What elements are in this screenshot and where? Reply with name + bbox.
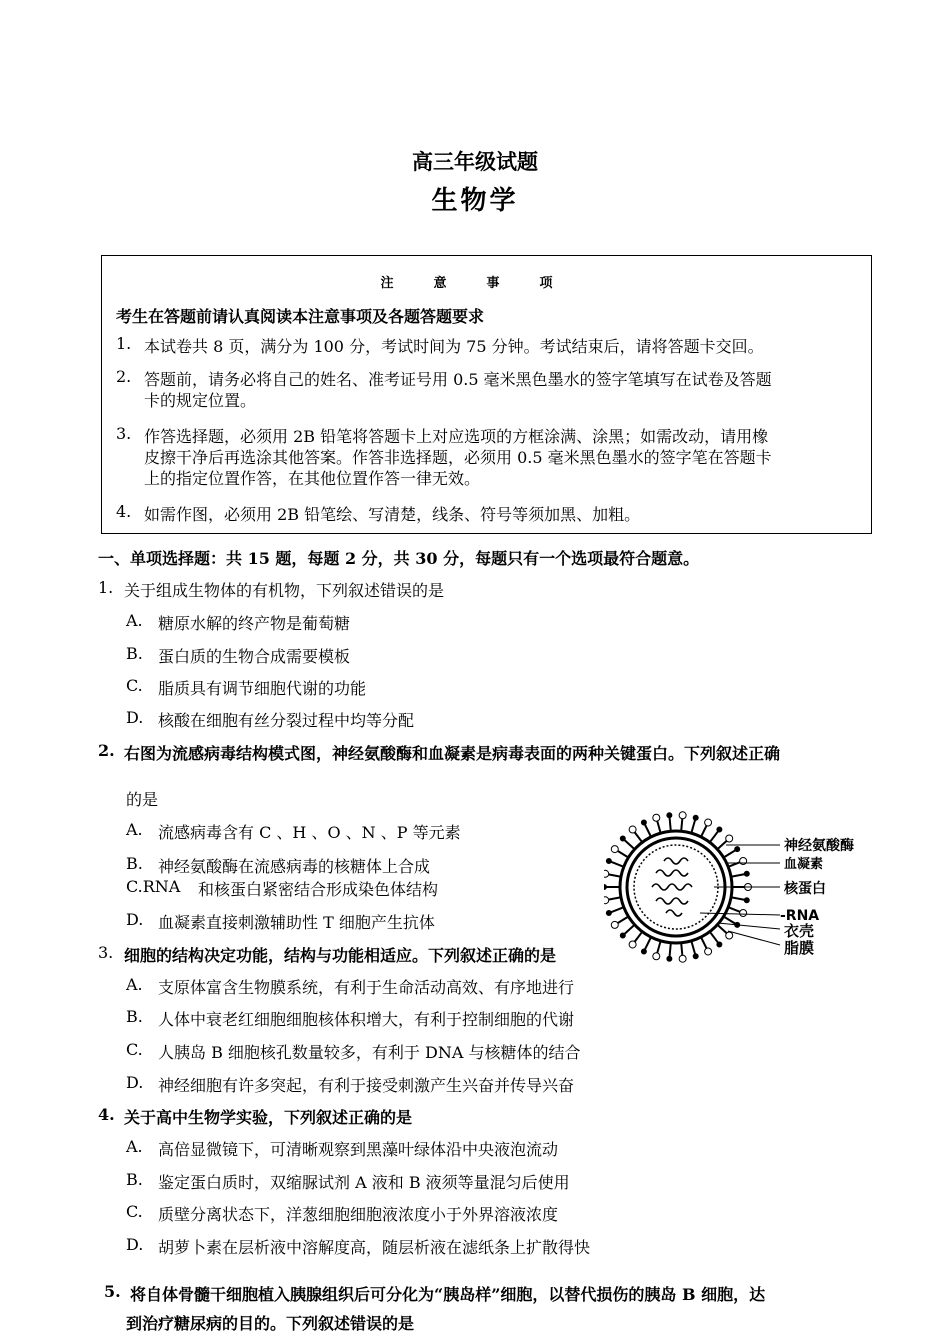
label-capsid: 衣壳 (784, 922, 815, 940)
spike-head (740, 910, 747, 917)
notice-item-text: 上的指定位置作答，在其他位置作答一律无效。 (144, 469, 481, 488)
spike-head (606, 858, 611, 863)
spike-head (667, 956, 672, 961)
option-text: 蛋白质的生物合成需要模板 (158, 647, 351, 666)
question-stem: 关于高中生物学实验，下列叙述正确的是 (124, 1108, 413, 1127)
question-stem: 关于组成生物体的有机物，下列叙述错误的是 (124, 581, 445, 600)
notice-heading: 注意事项 (380, 276, 593, 291)
notice-item-text: 如需作图，必须用 2B 铅笔绘、写清楚，线条、符号等须加黑、加粗。 (144, 505, 641, 524)
notice-subtitle: 考生在答题前请认真阅读本注意事项及各题答题要求 (116, 307, 485, 326)
label-envelope: 脂膜 (784, 939, 815, 957)
spike-head (604, 897, 609, 904)
spike-head (717, 942, 722, 947)
option-label: A. (126, 1137, 143, 1156)
option-text: 质壁分离状态下，洋葱细胞细胞液浓度小于外界溶液浓度 (158, 1205, 559, 1224)
spike-head (641, 949, 646, 954)
spike-head (629, 941, 636, 948)
notice-item-text: 答题前，请务必将自己的姓名、准考证号用 0.5 毫米黑色墨水的签字笔填写在试卷及答题 (144, 370, 772, 389)
notice-item-text: 卡的规定位置。 (144, 391, 257, 410)
question-number: 4. (98, 1105, 115, 1124)
subject-title: 生物学 (431, 186, 519, 216)
option-label: D. (126, 910, 144, 929)
spike-head (717, 827, 722, 832)
option-label: C. (126, 676, 143, 695)
spike-head (653, 953, 660, 960)
option-text: 神经细胞有许多突起，有利于接受刺激产生兴奋并传导兴奋 (158, 1076, 575, 1095)
option-label: A. (126, 820, 143, 839)
notice-item-text: 作答选择题，必须用 2B 铅笔将答题卡上对应选项的方框涂满、涂黑；如需改动，请用橡 (144, 427, 769, 446)
notice-item-text: 皮擦干净后再选涂其他答案。作答非选择题，必须用 0.5 毫米黑色墨水的签字笔在答题卡 (144, 448, 772, 467)
question-stem: 右图为流感病毒结构模式图，神经氨酸酶和血凝素是病毒表面的两种关键蛋白。下列叙述正确 (124, 744, 781, 763)
question-number: 5. (104, 1282, 121, 1301)
option-label: C.RNA (126, 877, 181, 896)
question-stem-continued: 的是 (126, 790, 159, 809)
option-text: 鉴定蛋白质时，双缩脲试剂 A 液和 B 液须等量混匀后使用 (158, 1173, 570, 1192)
option-label: B. (126, 1170, 143, 1189)
option-label: A. (126, 975, 143, 994)
option-text: 和核蛋白紧密结合形成染色体结构 (198, 880, 439, 899)
spike-head (679, 955, 686, 962)
virus-structure-figure (604, 805, 874, 975)
option-text: 人胰岛 B 细胞核孔数量较多，有利于 DNA 与核糖体的结合 (158, 1043, 581, 1062)
spike-head (620, 933, 625, 938)
section-heading: 一、单项选择题：共 15 题，每题 2 分，共 30 分，每题只有一个选项最符合题意。 (98, 549, 700, 568)
spike-head (726, 835, 733, 842)
option-label: B. (126, 1007, 143, 1026)
spike-head (629, 826, 636, 833)
option-label: D. (126, 708, 144, 727)
notice-item-text: 本试卷共 8 页，满分为 100 分，考试时间为 75 分钟。考试结束后，请将答题卡交回。 (144, 337, 764, 356)
question-number: 3. (98, 943, 114, 962)
question-stem-continued: 到治疗糖尿病的目的。下列叙述错误的是 (126, 1314, 415, 1333)
option-text: 血凝素直接刺激辅助性 T 细胞产生抗体 (158, 913, 435, 932)
question-stem: 细胞的结构决定功能，结构与功能相适应。下列叙述正确的是 (124, 946, 557, 965)
spike-head (679, 812, 686, 819)
label-neuraminidase: 神经氨酸酶 (784, 838, 854, 854)
spike-head (705, 948, 712, 955)
option-text: 脂质具有调节细胞代谢的功能 (158, 679, 367, 698)
label-line (728, 931, 780, 945)
spike-head (693, 954, 698, 959)
rna-nucleoprotein (652, 858, 692, 916)
option-text: 支原体富含生物膜系统，有利于生命活动高效、有序地进行 (158, 978, 575, 997)
option-text: 人体中衰老红细胞细胞核体积增大，有利于控制细胞的代谢 (158, 1010, 575, 1029)
question-stem: 将自体骨髓干细胞植入胰腺组织后可分化为“胰岛样”细胞，以替代损伤的胰岛 B 细胞，达 (130, 1285, 766, 1304)
option-label: D. (126, 1073, 144, 1092)
notice-item-num: 4. (116, 502, 132, 521)
influenza-virus-diagram (604, 805, 874, 975)
spike-head (744, 871, 749, 876)
spike-head (705, 819, 712, 826)
option-text: 流感病毒含有 C 、H 、O 、N 、P 等元素 (158, 823, 461, 842)
option-label: C. (126, 1040, 143, 1059)
option-text: 高倍显微镜下，可清晰观察到黑藻叶绿体沿中央液泡流动 (158, 1140, 559, 1159)
spike-head (611, 846, 618, 853)
question-number: 1. (98, 578, 114, 597)
label-line (718, 923, 780, 929)
spike-head (653, 814, 660, 821)
option-label: A. (126, 611, 143, 630)
option-label: C. (126, 1202, 143, 1221)
option-text: 神经氨酸酶在流感病毒的核糖体上合成 (158, 857, 431, 876)
spike-head (604, 870, 609, 877)
spike-head (641, 820, 646, 825)
option-label: D. (126, 1235, 144, 1254)
option-label: B. (126, 644, 143, 663)
option-text: 糖原水解的终产物是葡萄糖 (158, 614, 351, 633)
spike-head (726, 932, 733, 939)
label-rna: -RNA (780, 908, 820, 924)
label-nucleoprotein: 核蛋白 (784, 881, 826, 897)
notice-item-num: 3. (116, 424, 132, 443)
spike-head (620, 836, 625, 841)
spike-head (604, 885, 607, 890)
spike-head (667, 813, 672, 818)
notice-box (101, 255, 872, 534)
option-text: 核酸在细胞有丝分裂过程中均等分配 (158, 711, 415, 730)
label-hemagglutinin: 血凝素 (784, 857, 824, 872)
spike-head (693, 815, 698, 820)
spike-head (735, 847, 740, 852)
notice-item-num: 2. (116, 367, 132, 386)
option-label: B. (126, 854, 143, 873)
spike-head (606, 911, 611, 916)
spike-head (744, 898, 749, 903)
question-number: 2. (98, 741, 115, 760)
spike-head (611, 921, 618, 928)
option-text: 胡萝卜素在层析液中溶解度高，随层析液在滤纸条上扩散得快 (158, 1238, 591, 1257)
notice-item-num: 1. (116, 334, 132, 353)
exam-title: 高三年级试题 (412, 149, 538, 174)
